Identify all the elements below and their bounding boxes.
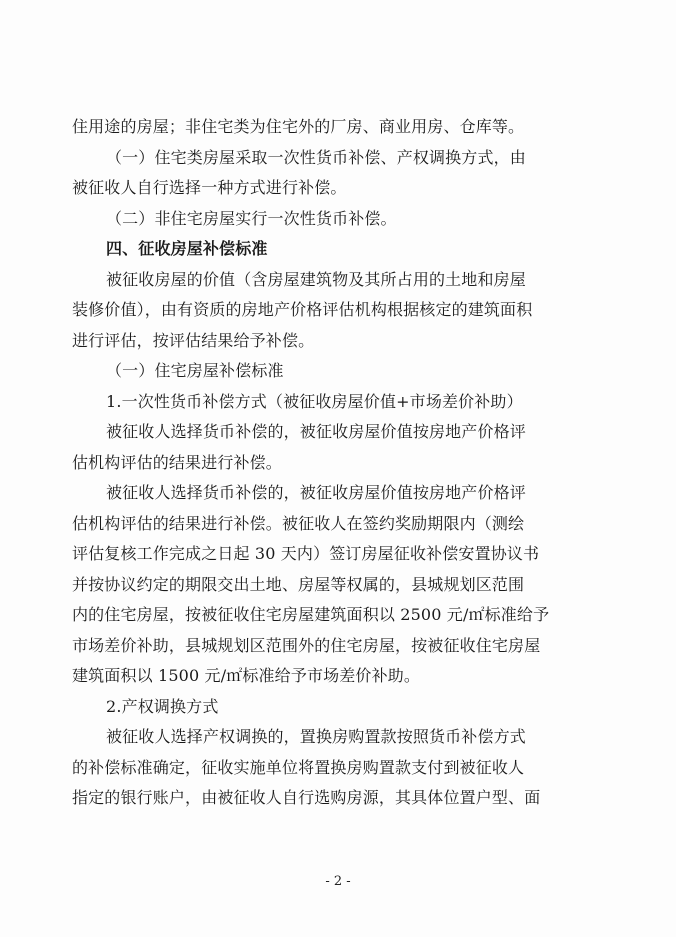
text-line: （一）住宅类房屋采取一次性货币补偿、产权调换方式，由	[106, 147, 526, 167]
text-line: 建筑面积以 1500 元/㎡标准给予市场差价补助。	[72, 666, 421, 685]
text-line: 进行评估，按评估结果给予补偿。	[72, 330, 315, 350]
text-line: 指定的银行账户，由被征收人自行选购房源，其具体位置户型、面	[72, 788, 541, 807]
text-line: 评估复核工作完成之日起 30 天内）签订房屋征收补偿安置协议书	[72, 544, 540, 563]
text-line: （二）非住宅房屋实行一次性货币补偿。	[106, 208, 397, 228]
text-line: 被征收人选择货币补偿的，被征收房屋价值按房地产价格评	[106, 483, 526, 502]
text-line: 被征收房屋的价值（含房屋建筑物及其所占用的土地和房屋	[106, 269, 526, 289]
text-line: 估机构评估的结果进行补偿。	[72, 452, 282, 472]
text-line: （一）住宅房屋补偿标准	[106, 361, 284, 380]
text-line: 装修价值），由有资质的房地产价格评估机构根据核定的建筑面积	[72, 300, 533, 319]
text-line: 住用途的房屋；非住宅类为住宅外的厂房、商业用房、仓库等。	[72, 117, 525, 136]
text-line: 内的住宅房屋，按被征收住宅房屋建筑面积以 2500 元/㎡标准给予	[72, 605, 550, 624]
section-heading: 四、征收房屋补偿标准	[106, 239, 268, 258]
text-line: 被征收人选择产权调换的，置换房购置款按照货币补偿方式	[106, 727, 526, 746]
text-line: 1.一次性货币补偿方式（被征收房屋价值+市场差价补助）	[106, 391, 523, 411]
text-line: 并按协议约定的期限交出土地、房屋等权属的，县城规划区范围	[72, 574, 525, 594]
text-line: 被征收人选择货币补偿的，被征收房屋价值按房地产价格评	[106, 422, 526, 441]
text-line: 2.产权调换方式	[106, 696, 219, 716]
document-body	[72, 112, 592, 814]
text-line: 估机构评估的结果进行补偿。被征收人在签约奖励期限内（测绘	[72, 513, 525, 533]
text-line: 的补偿标准确定，征收实施单位将置换房购置款支付到被征收人	[72, 757, 525, 777]
page-number: - 2 -	[325, 874, 351, 889]
text-line: 被征收人自行选择一种方式进行补偿。	[72, 178, 347, 197]
text-line: 市场差价补助，县城规划区范围外的住宅房屋，按被征收住宅房屋	[72, 635, 541, 655]
